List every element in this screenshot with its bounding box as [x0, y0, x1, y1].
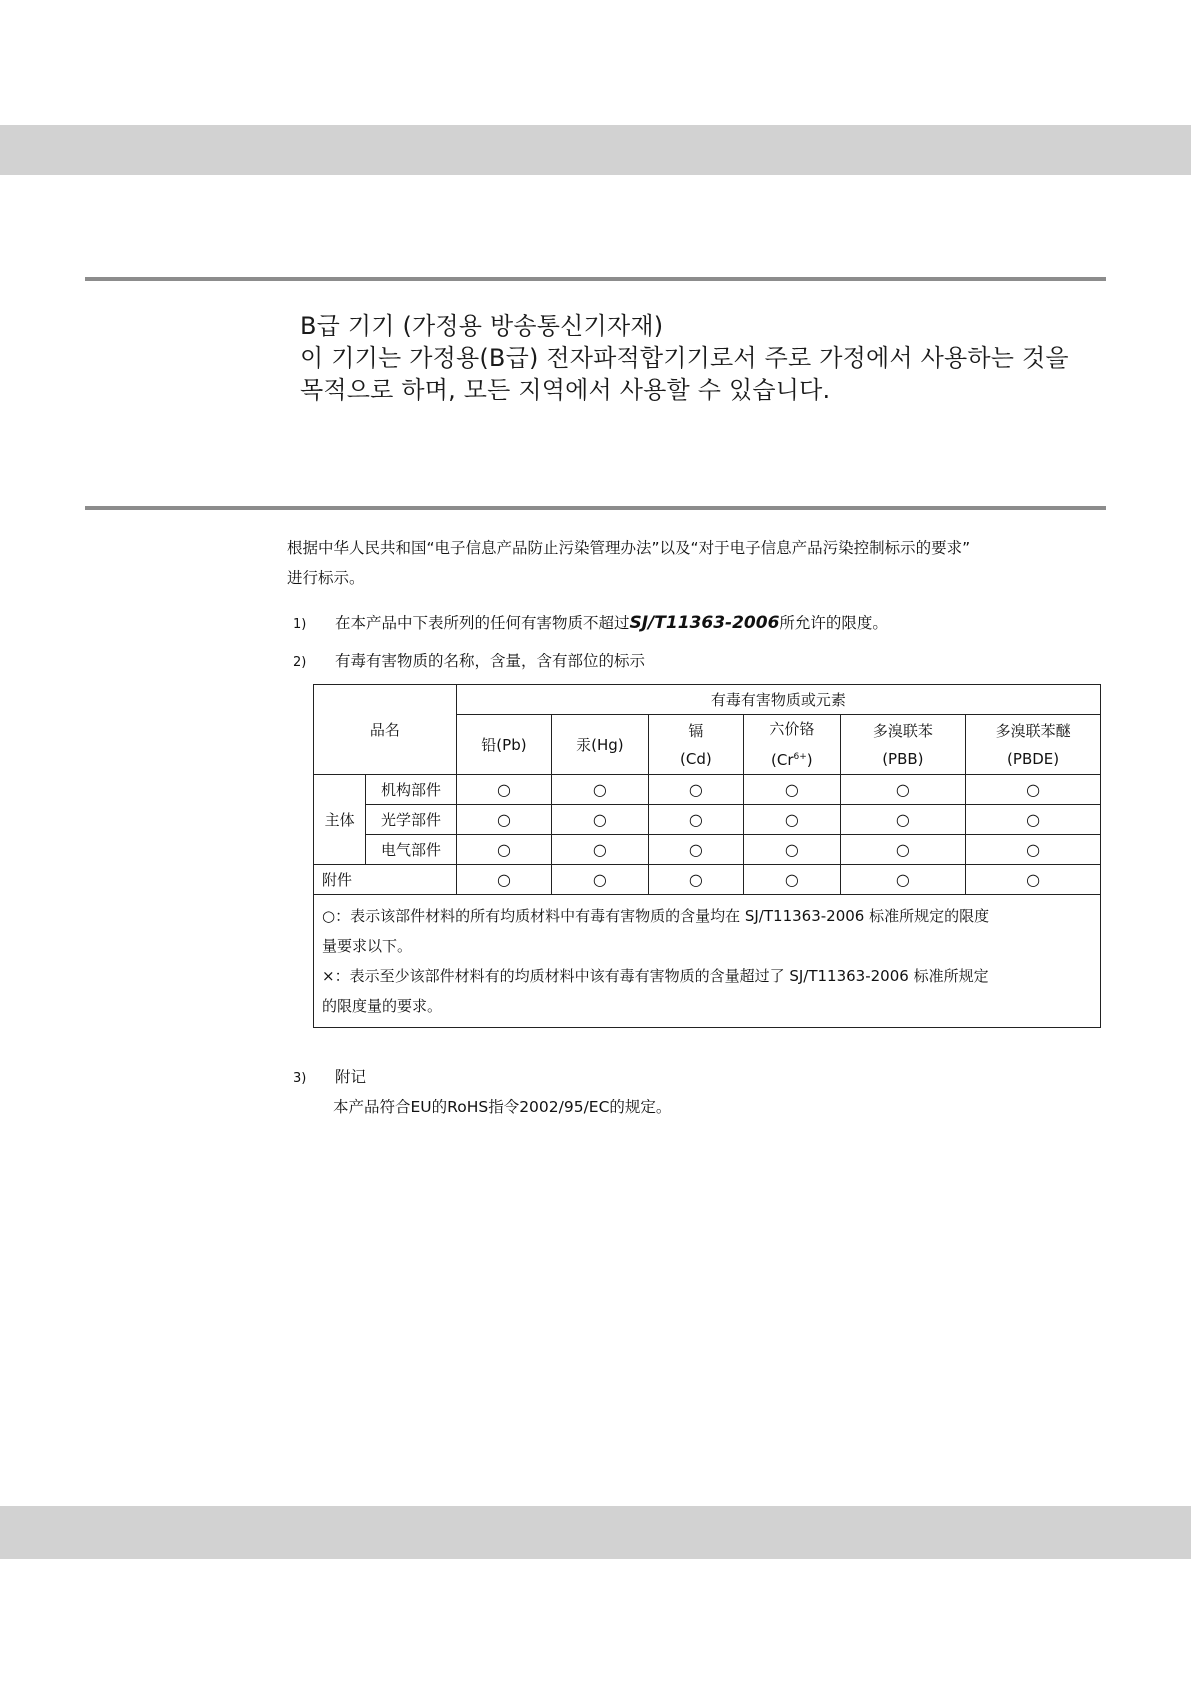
legend-circle-line-2: 量要求以下。 — [322, 937, 413, 955]
legend-circle-line-1: ○：表示该部件材料的所有均质材料中有毒有害物质的含量均在 SJ/T11363-2006 标准所规定的限度 — [322, 907, 990, 925]
footer-band — [0, 1506, 1191, 1559]
item-2-text: 有毒有害物质的名称，含量，含有部位的标示 — [335, 652, 646, 670]
mark-cell: ○ — [966, 835, 1101, 865]
legend-cross-line-1: ×：表示至少该部件材料有的均质材料中该有毒有害物质的含量超过了 SJ/T11363-2006 标准所规定 — [322, 967, 989, 985]
mark-cell: ○ — [648, 865, 743, 895]
rohs-item-1 — [293, 612, 888, 636]
item-1-text-pre: 在本产品中下表所列的任何有害物质不超过 — [335, 614, 630, 632]
substance-group-header: 有毒有害物质或元素 — [456, 685, 1100, 715]
substance-header-pbb: 多溴联苯 (PBB) — [840, 715, 966, 775]
mark-cell: ○ — [552, 775, 648, 805]
rohs-item-3 — [293, 1066, 366, 1090]
table-row — [314, 835, 1101, 865]
product-name-header: 品名 — [314, 685, 457, 775]
mark-cell: ○ — [840, 865, 966, 895]
mark-cell: ○ — [456, 775, 551, 805]
item-1-text-post: 所允许的限度。 — [779, 614, 888, 632]
item-2-number: 2) — [293, 655, 307, 670]
mark-cell: ○ — [648, 835, 743, 865]
table-row — [314, 805, 1101, 835]
mark-cell: ○ — [456, 865, 551, 895]
mark-cell: ○ — [966, 805, 1101, 835]
table-legend-note — [314, 895, 1101, 1028]
mark-cell: ○ — [648, 805, 743, 835]
korean-notice-line-2: 이 기기는 가정용(B급) 전자파적합기기로서 주로 가정에서 사용하는 것을 — [300, 344, 1069, 372]
mark-cell: ○ — [744, 775, 840, 805]
mark-cell: ○ — [966, 865, 1101, 895]
rohs-intro-line-2: 进行标示。 — [287, 569, 365, 587]
mark-cell: ○ — [840, 775, 966, 805]
item-1-standard: SJ/T11363-2006 — [629, 613, 780, 633]
rohs-item-3-text: 本产品符合EU的RoHS指令2002/95/EC的规定。 — [333, 1098, 672, 1116]
mark-cell: ○ — [552, 865, 648, 895]
substance-header-chromium: 六价铬 $(Cr^{6+})$ — [744, 715, 840, 775]
legend-cross-line-2: 的限度量的要求。 — [322, 997, 443, 1015]
mark-cell: ○ — [744, 835, 840, 865]
rohs-intro-line-1: 根据中华人民共和国“电子信息产品防止污染管理办法”以及“对于电子信息产品污染控制标示的要求” — [287, 539, 971, 557]
mark-cell: ○ — [456, 805, 551, 835]
item-3-title: 附记 — [335, 1068, 367, 1086]
mark-cell: ○ — [456, 835, 551, 865]
substance-header-lead: 铅(Pb) — [456, 715, 551, 775]
mark-cell: ○ — [648, 775, 743, 805]
substance-header-mercury: 汞(Hg) — [552, 715, 648, 775]
section-divider-middle — [85, 506, 1106, 510]
mark-cell: ○ — [840, 805, 966, 835]
part-name: 电气部件 — [366, 835, 456, 865]
mark-cell: ○ — [552, 835, 648, 865]
substance-header-cadmium: 镉 (Cd) — [648, 715, 743, 775]
mark-cell: ○ — [552, 805, 648, 835]
item-1-number: 1) — [293, 617, 307, 632]
table-row — [314, 865, 1101, 895]
substance-header-pbde: 多溴联苯醚 (PBDE) — [966, 715, 1101, 775]
table-row — [314, 775, 1101, 805]
korean-notice-line-3: 목적으로 하며, 모든 지역에서 사용할 수 있습니다. — [300, 376, 831, 404]
part-name: 光学部件 — [366, 805, 456, 835]
section-divider-top — [85, 277, 1106, 281]
hazardous-substance-table — [313, 684, 1101, 1028]
mark-cell: ○ — [966, 775, 1101, 805]
main-body-group-label: 主体 — [314, 775, 366, 865]
mark-cell: ○ — [840, 835, 966, 865]
korean-notice-line-1: B급 기기 (가정용 방송통신기자재) — [300, 312, 664, 340]
item-3-number: 3) — [293, 1071, 307, 1086]
rohs-item-2 — [293, 650, 645, 674]
accessory-label: 附件 — [314, 865, 457, 895]
korean-emc-notice — [300, 310, 1100, 406]
mark-cell: ○ — [744, 865, 840, 895]
mark-cell: ○ — [744, 805, 840, 835]
part-name: 机构部件 — [366, 775, 456, 805]
header-band — [0, 125, 1191, 175]
